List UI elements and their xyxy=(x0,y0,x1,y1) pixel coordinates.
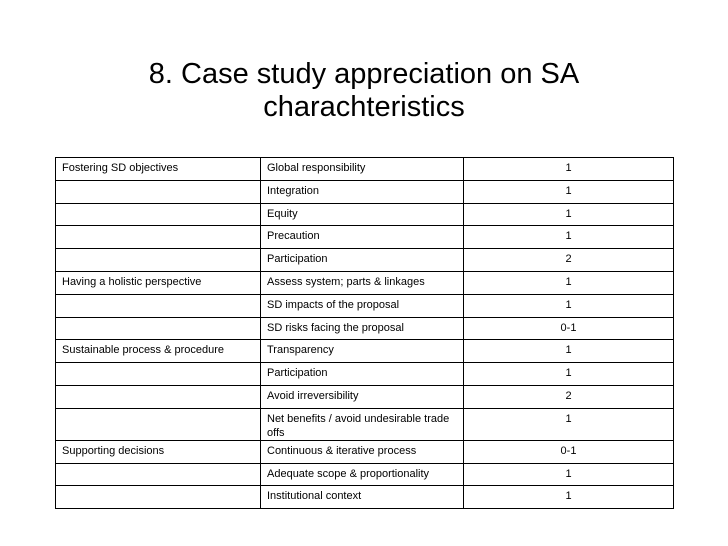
characteristic-cell: Adequate scope & proportionality xyxy=(261,463,464,486)
characteristic-cell: SD risks facing the proposal xyxy=(261,317,464,340)
objective-cell xyxy=(56,463,261,486)
table-row xyxy=(56,158,674,181)
slide-title-line-1: 8. Case study appreciation on SA xyxy=(148,58,580,90)
score-cell: 1 xyxy=(464,203,674,226)
table-row xyxy=(56,408,674,440)
characteristic-cell: SD impacts of the proposal xyxy=(261,294,464,317)
table-row xyxy=(56,203,674,226)
table-row xyxy=(56,317,674,340)
characteristic-cell: Transparency xyxy=(261,340,464,363)
table-row xyxy=(56,271,674,294)
characteristic-cell: Continuous & iterative process xyxy=(261,440,464,463)
objective-cell: Having a holistic perspective xyxy=(56,271,261,294)
characteristic-cell: Participation xyxy=(261,249,464,272)
score-cell: 1 xyxy=(464,463,674,486)
table-body xyxy=(56,158,674,509)
score-cell: 1 xyxy=(464,340,674,363)
objective-cell xyxy=(56,363,261,386)
table-row xyxy=(56,363,674,386)
table-row xyxy=(56,226,674,249)
objective-cell xyxy=(56,203,261,226)
score-cell: 1 xyxy=(464,408,674,440)
objective-cell: Fostering SD objectives xyxy=(56,158,261,181)
objective-cell xyxy=(56,294,261,317)
score-cell: 0-1 xyxy=(464,440,674,463)
characteristic-cell: Participation xyxy=(261,363,464,386)
characteristic-cell: Global responsibility xyxy=(261,158,464,181)
score-cell: 1 xyxy=(464,294,674,317)
characteristic-cell: Avoid irreversibility xyxy=(261,385,464,408)
score-cell: 1 xyxy=(464,158,674,181)
objective-cell xyxy=(56,249,261,272)
sa-characteristics-table xyxy=(55,157,674,509)
table-row xyxy=(56,294,674,317)
objective-cell xyxy=(56,180,261,203)
characteristic-cell: Integration xyxy=(261,180,464,203)
table-row xyxy=(56,463,674,486)
score-cell: 0-1 xyxy=(464,317,674,340)
characteristic-cell: Net benefits / avoid undesirable trade offs xyxy=(261,408,464,440)
characteristic-cell: Precaution xyxy=(261,226,464,249)
table-row xyxy=(56,486,674,509)
table-row xyxy=(56,385,674,408)
objective-cell xyxy=(56,226,261,249)
slide-title-line-2: charachteristics xyxy=(263,91,465,123)
objective-cell xyxy=(56,385,261,408)
slide-title xyxy=(0,58,728,124)
score-cell: 1 xyxy=(464,226,674,249)
characteristic-cell: Equity xyxy=(261,203,464,226)
objective-cell xyxy=(56,408,261,440)
table-row xyxy=(56,249,674,272)
objective-cell xyxy=(56,486,261,509)
score-cell: 2 xyxy=(464,385,674,408)
score-cell: 2 xyxy=(464,249,674,272)
score-cell: 1 xyxy=(464,180,674,203)
table-row xyxy=(56,440,674,463)
score-cell: 1 xyxy=(464,486,674,509)
objective-cell xyxy=(56,317,261,340)
characteristic-cell: Institutional context xyxy=(261,486,464,509)
table-row xyxy=(56,340,674,363)
objective-cell: Sustainable process & procedure xyxy=(56,340,261,363)
objective-cell: Supporting decisions xyxy=(56,440,261,463)
score-cell: 1 xyxy=(464,363,674,386)
characteristic-cell: Assess system; parts & linkages xyxy=(261,271,464,294)
score-cell: 1 xyxy=(464,271,674,294)
table-row xyxy=(56,180,674,203)
